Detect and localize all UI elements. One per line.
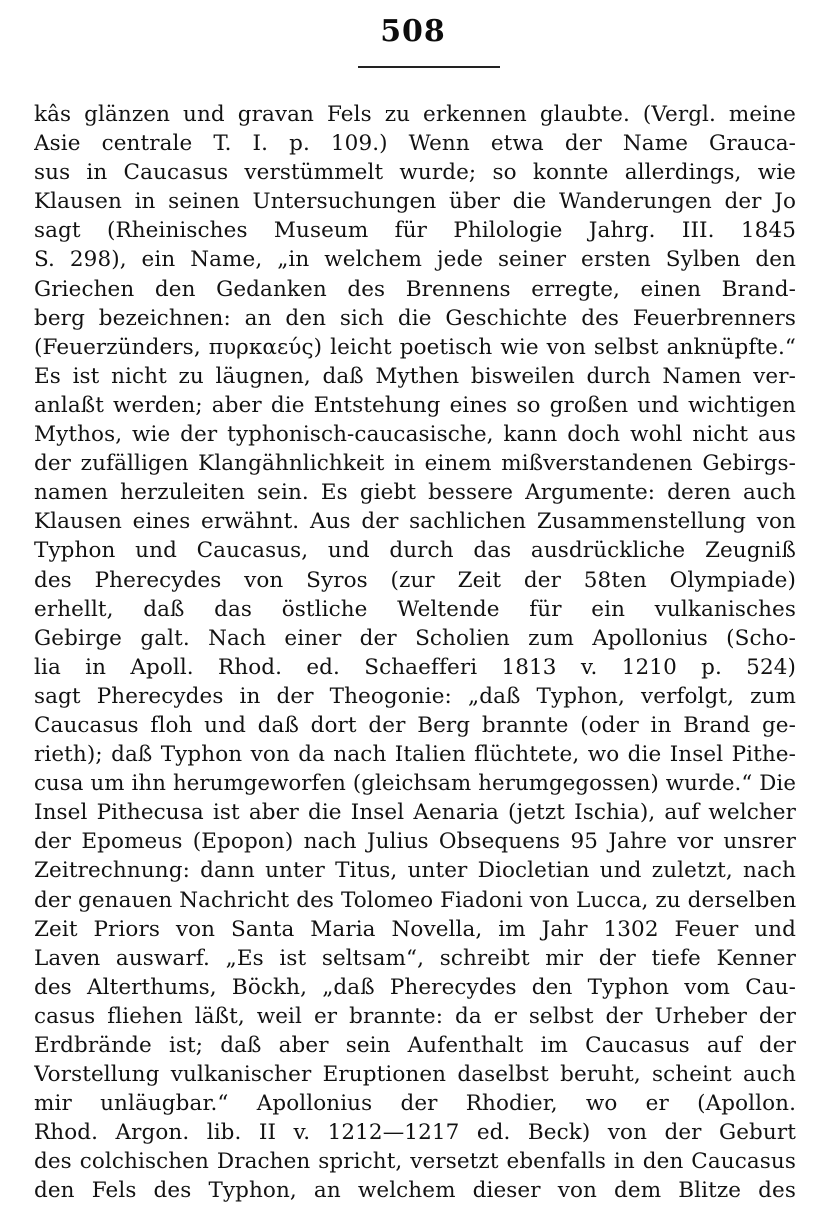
- text-line: S. 298), ein Name, „in welchem jede seiner ersten Sylben den: [34, 247, 796, 273]
- text-line: Insel Pithecusa ist aber die Insel Aenaria (jetzt Ischia), auf welcher: [34, 800, 796, 826]
- text-line: berg bezeichnen: an den sich die Geschichte des Feuerbrenners: [34, 305, 796, 331]
- body-text: [34, 100, 796, 1206]
- text-line: Zeitrechnung: dann unter Titus, unter Diocletian und zuletzt, nach: [34, 858, 796, 884]
- text-line: Laven auswarf. „Es ist seltsam“, schreibt mir der tiefe Kenner: [34, 945, 796, 971]
- text-line: sus in Caucasus verstümmelt wurde; so konnte allerdings, wie: [34, 160, 796, 186]
- text-line: Caucasus floh und daß dort der Berg brannte (oder in Brand ge-: [34, 712, 796, 738]
- header-rule: [358, 66, 500, 68]
- text-line: den Fels des Typhon, an welchem dieser von dem Blitze des: [34, 1178, 796, 1204]
- text-line: casus fliehen läßt, weil er brannte: da er selbst der Urheber der: [34, 1003, 796, 1029]
- text-line: Erdbrände ist; daß aber sein Aufenthalt im Caucasus auf der: [34, 1033, 796, 1058]
- text-line: Klausen eines erwähnt. Aus der sachlichen Zusammenstellung von: [34, 509, 796, 535]
- text-line: der genauen Nachricht des Tolomeo Fiadoni von Lucca, zu derselben: [34, 887, 796, 913]
- text-line: cusa um ihn herumgeworfen (gleichsam herumgegossen) wurde.“ Die: [34, 771, 796, 797]
- text-line: Vorstellung vulkanischer Eruptionen daselbst beruht, scheint auch: [34, 1062, 796, 1088]
- text-line: Es ist nicht zu läugnen, daß Mythen bisweilen durch Namen ver-: [34, 363, 796, 389]
- text-line: Gebirge galt. Nach einer der Scholien zum Apollonius (Scho-: [34, 625, 796, 651]
- text-line: sagt (Rheinisches Museum für Philologie Jahrg. III. 1845: [34, 218, 796, 244]
- text-line: Griechen den Gedanken des Brennens erregte, einen Brand-: [34, 276, 796, 302]
- text-line: namen herzuleiten sein. Es giebt bessere Argumente: deren auch: [34, 480, 796, 506]
- text-line: anlaßt werden; aber die Entstehung eines so großen und wichtigen: [34, 392, 796, 418]
- text-line: rieth); daß Typhon von da nach Italien flüchtete, wo die Insel Pithe-: [34, 742, 796, 768]
- text-line: Mythos, wie der typhonisch-caucasische, kann doch wohl nicht aus: [34, 422, 796, 448]
- text-line: Zeit Priors von Santa Maria Novella, im Jahr 1302 Feuer und: [34, 916, 796, 942]
- page-number: 508: [380, 14, 446, 49]
- text-line: kâs glänzen und gravan Fels zu erkennen glaubte. (Vergl. meine: [34, 102, 796, 127]
- text-line: Typhon und Caucasus, und durch das ausdrückliche Zeugniß: [34, 538, 796, 564]
- text-line: des Alterthums, Böckh, „daß Pherecydes den Typhon vom Cau-: [34, 974, 796, 1000]
- text-line: der zufälligen Klangähnlichkeit in einem mißverstandenen Gebirgs-: [34, 451, 796, 477]
- text-line: lia in Apoll. Rhod. ed. Schaefferi 1813 v. 1210 p. 524): [34, 654, 796, 680]
- text-line: (Feuerzünders, πυρκαεύς) leicht poetisch wie von selbst anknüpfte.“: [34, 334, 796, 360]
- text-line: des colchischen Drachen spricht, versetzt ebenfalls in den Caucasus: [34, 1149, 796, 1175]
- text-line: Klausen in seinen Untersuchungen über die Wanderungen der Jo: [34, 189, 796, 215]
- text-line: Asie centrale T. I. p. 109.) Wenn etwa der Name Grauca-: [34, 131, 796, 157]
- text-line: Rhod. Argon. lib. II v. 1212—1217 ed. Beck) von der Geburt: [34, 1120, 796, 1146]
- text-line: sagt Pherecydes in der Theogonie: „daß Typhon, verfolgt, zum: [34, 683, 796, 709]
- text-line: der Epomeus (Epopon) nach Julius Obsequens 95 Jahre vor unsrer: [34, 829, 796, 855]
- text-line: des Pherecydes von Syros (zur Zeit der 58ten Olympiade): [34, 567, 796, 593]
- text-line: erhellt, daß das östliche Weltende für ein vulkanisches: [34, 596, 796, 622]
- text-line: mir unläugbar.“ Apollonius der Rhodier, wo er (Apollon.: [34, 1091, 796, 1117]
